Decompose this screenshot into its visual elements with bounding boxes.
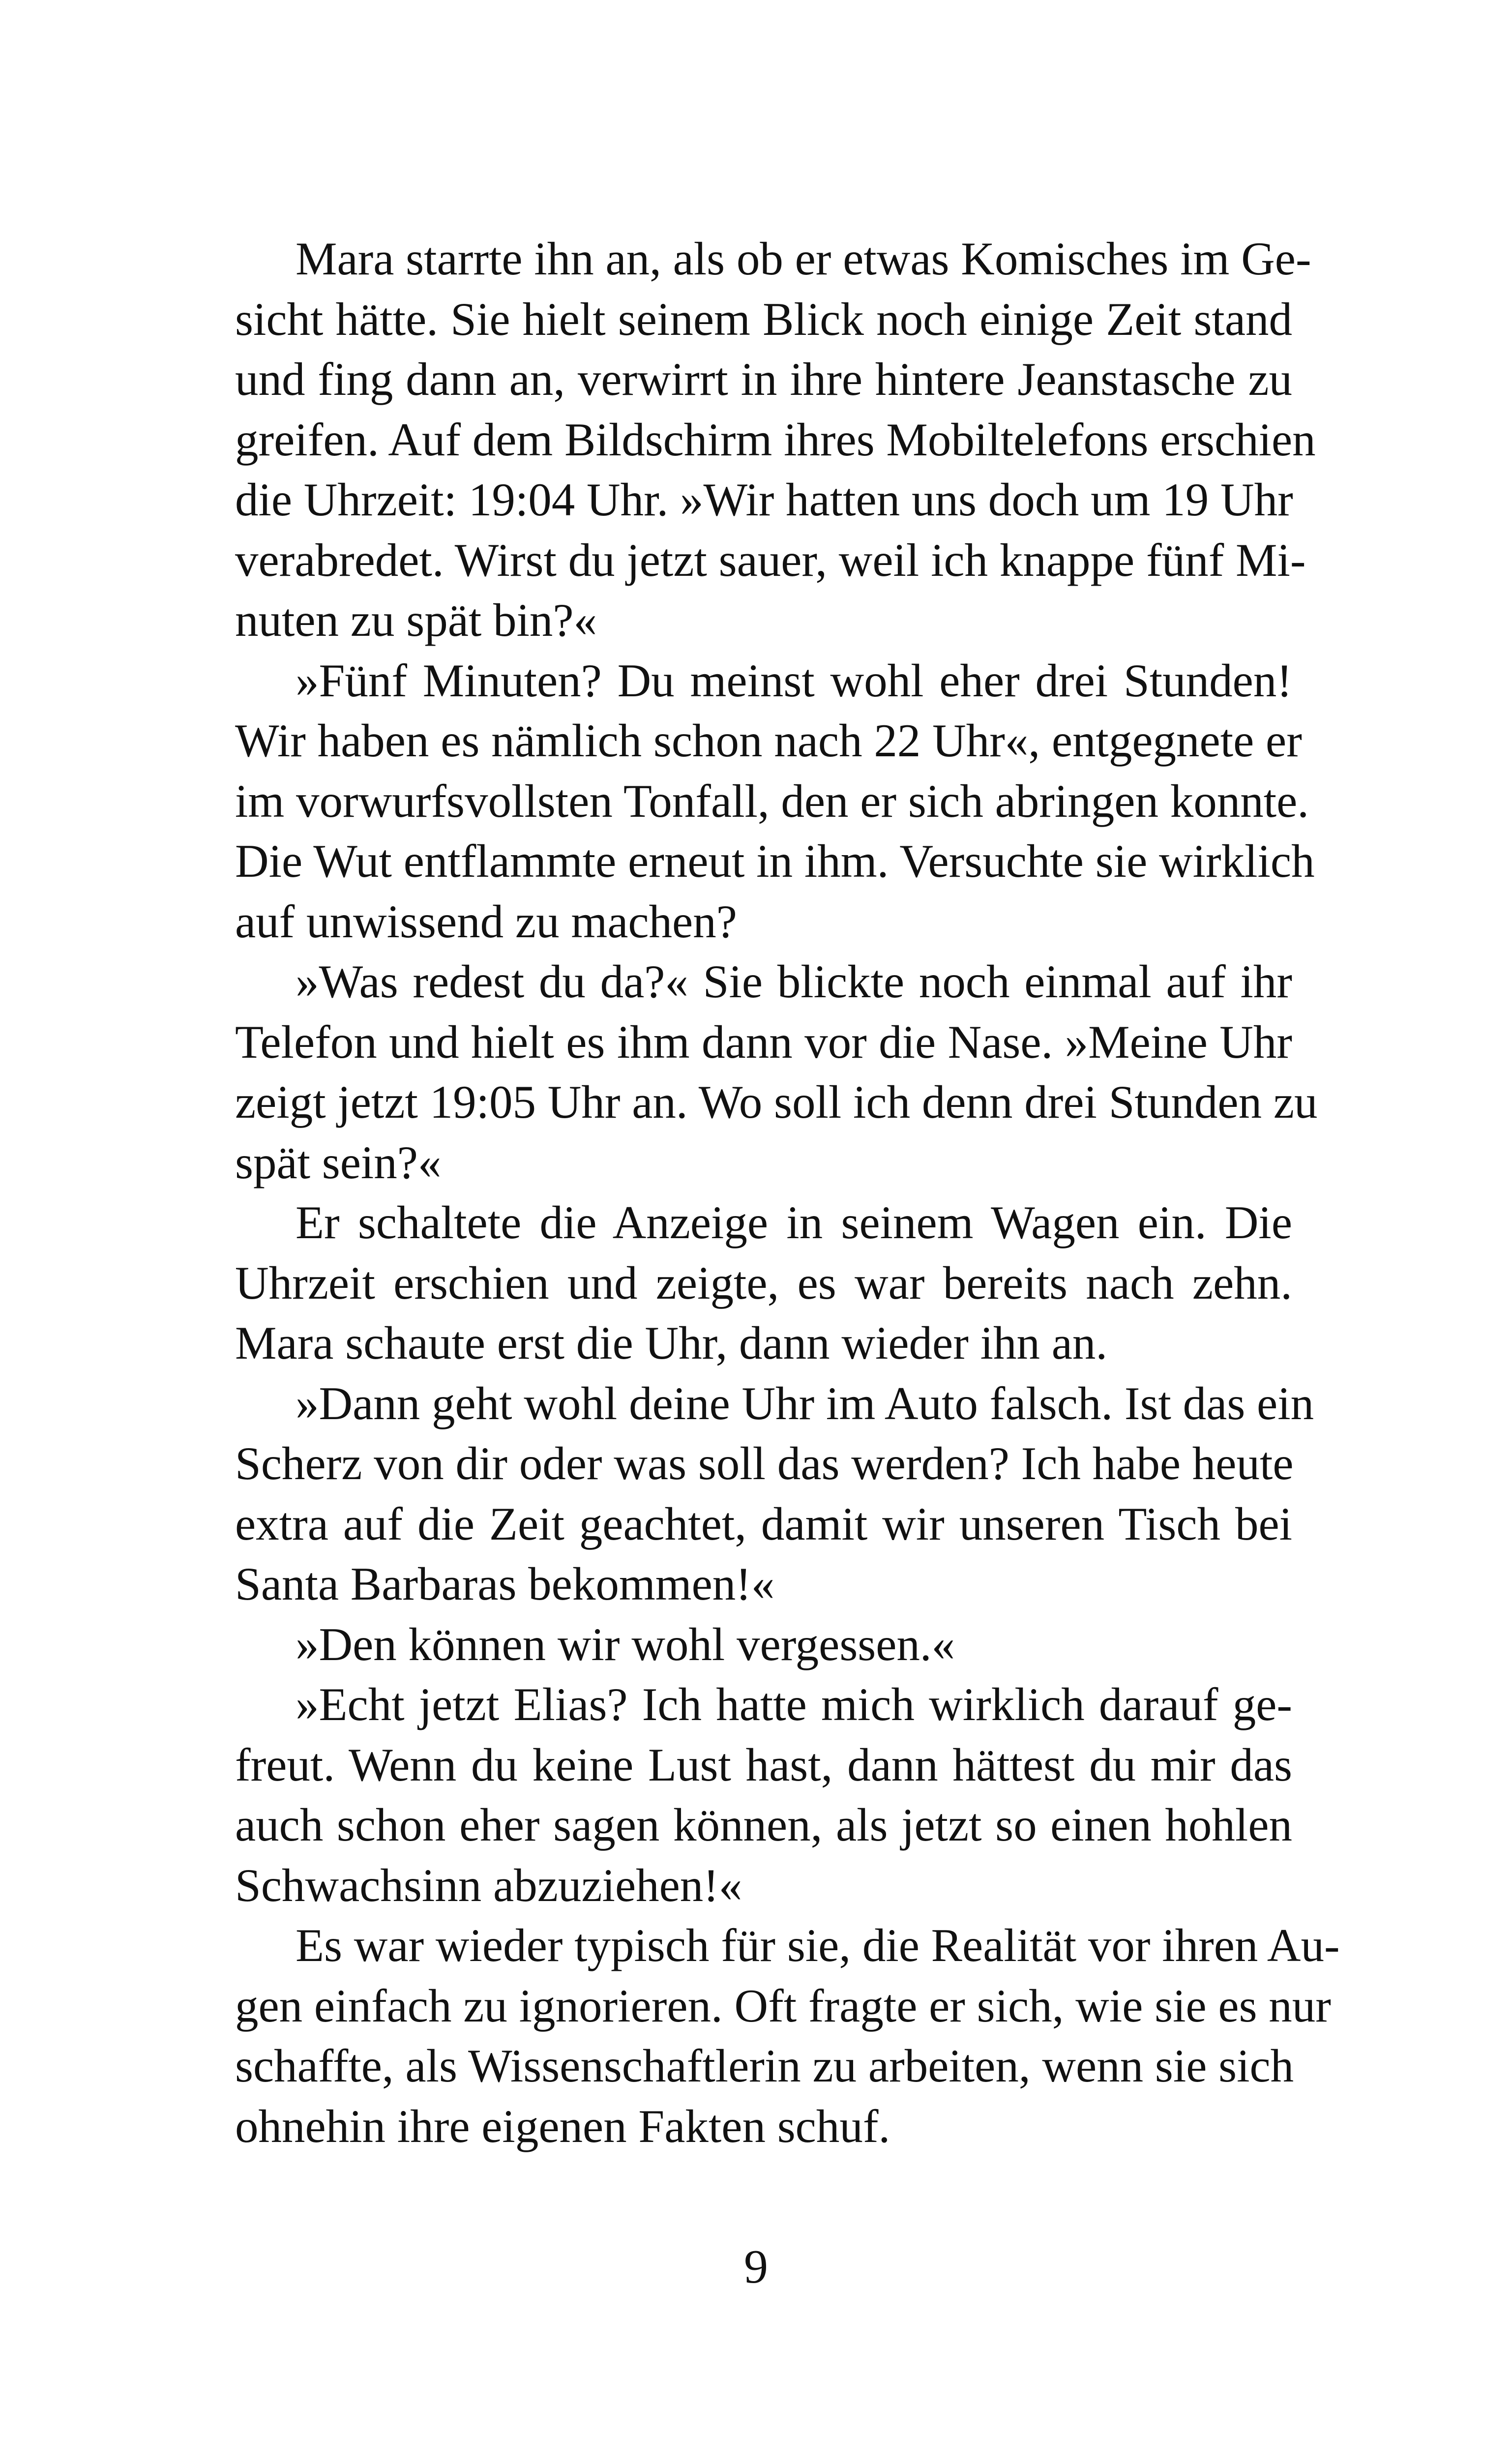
- text-line: greifen. Auf dem Bildschirm ihres Mobiltelefons erschien: [235, 413, 1316, 466]
- text-line: ohnehin ihre eigenen Fakten schuf.: [235, 2100, 890, 2152]
- text-line: verabredet. Wirst du jetzt sauer, weil ich knappe fünf Mi-: [235, 534, 1306, 586]
- text-line: »Fünf Minuten? Du meinst wohl eher drei Stunden!: [296, 654, 1292, 707]
- text-line: »Was redest du da?« Sie blickte noch einmal auf ihr: [296, 955, 1292, 1008]
- text-line: Die Wut entflammte erneut in ihm. Versuchte sie wirklich: [235, 835, 1315, 887]
- text-line: Mara starrte ihn an, als ob er etwas Komisches im Ge-: [296, 233, 1311, 285]
- text-line: Telefon und hielt es ihm dann vor die Nase. »Meine Uhr: [235, 1015, 1292, 1068]
- text-line: im vorwurfsvollsten Tonfall, den er sich abringen konnte.: [235, 774, 1309, 827]
- text-line: und fing dann an, verwirrt in ihre hintere Jeanstasche zu: [235, 353, 1292, 405]
- text-line: »Den können wir wohl vergessen.«: [296, 1618, 955, 1670]
- text-line: extra auf die Zeit geachtet, damit wir unseren Tisch bei: [235, 1497, 1292, 1550]
- text-line: die Uhrzeit: 19:04 Uhr. »Wir hatten uns doch um 19 Uhr: [235, 474, 1293, 526]
- text-line: Wir haben es nämlich schon nach 22 Uhr«, entgegnete er: [235, 714, 1302, 767]
- text-line: Santa Barbaras bekommen!«: [235, 1558, 775, 1610]
- text-line: Es war wieder typisch für sie, die Realität vor ihren Au-: [296, 1919, 1340, 1971]
- text-line: Mara schaute erst die Uhr, dann wieder ihn an.: [235, 1317, 1108, 1369]
- text-line: freut. Wenn du keine Lust hast, dann hättest du mir das: [235, 1738, 1292, 1791]
- text-line: spät sein?«: [235, 1136, 442, 1189]
- text-line: Uhrzeit erschien und zeigte, es war bereits nach zehn.: [235, 1256, 1292, 1309]
- text-line: Er schaltete die Anzeige in seinem Wagen ein. Die: [296, 1196, 1292, 1249]
- text-line: gen einfach zu ignorieren. Oft fragte er sich, wie sie es nur: [235, 1979, 1331, 2032]
- text-line: sicht hätte. Sie hielt seinem Blick noch einige Zeit stand: [235, 293, 1292, 345]
- text-line: »Dann geht wohl deine Uhr im Auto falsch. Ist das ein: [296, 1377, 1314, 1429]
- text-line: zeigt jetzt 19:05 Uhr an. Wo soll ich denn drei Stunden zu: [235, 1076, 1318, 1128]
- text-line: auch schon eher sagen können, als jetzt so einen hohlen: [235, 1799, 1292, 1851]
- text-line: auf unwissend zu machen?: [235, 895, 737, 948]
- text-line: nuten zu spät bin?«: [235, 594, 597, 646]
- text-line: »Echt jetzt Elias? Ich hatte mich wirklich darauf ge-: [296, 1678, 1292, 1730]
- body-text: [235, 229, 1340, 2156]
- text-line: Schwachsinn abzuziehen!«: [235, 1859, 742, 1911]
- text-line: Scherz von dir oder was soll das werden? Ich habe heute: [235, 1437, 1294, 1489]
- text-line: schaffte, als Wissenschaftlerin zu arbeiten, wenn sie sich: [235, 2040, 1294, 2092]
- page-number: 9: [744, 2240, 768, 2293]
